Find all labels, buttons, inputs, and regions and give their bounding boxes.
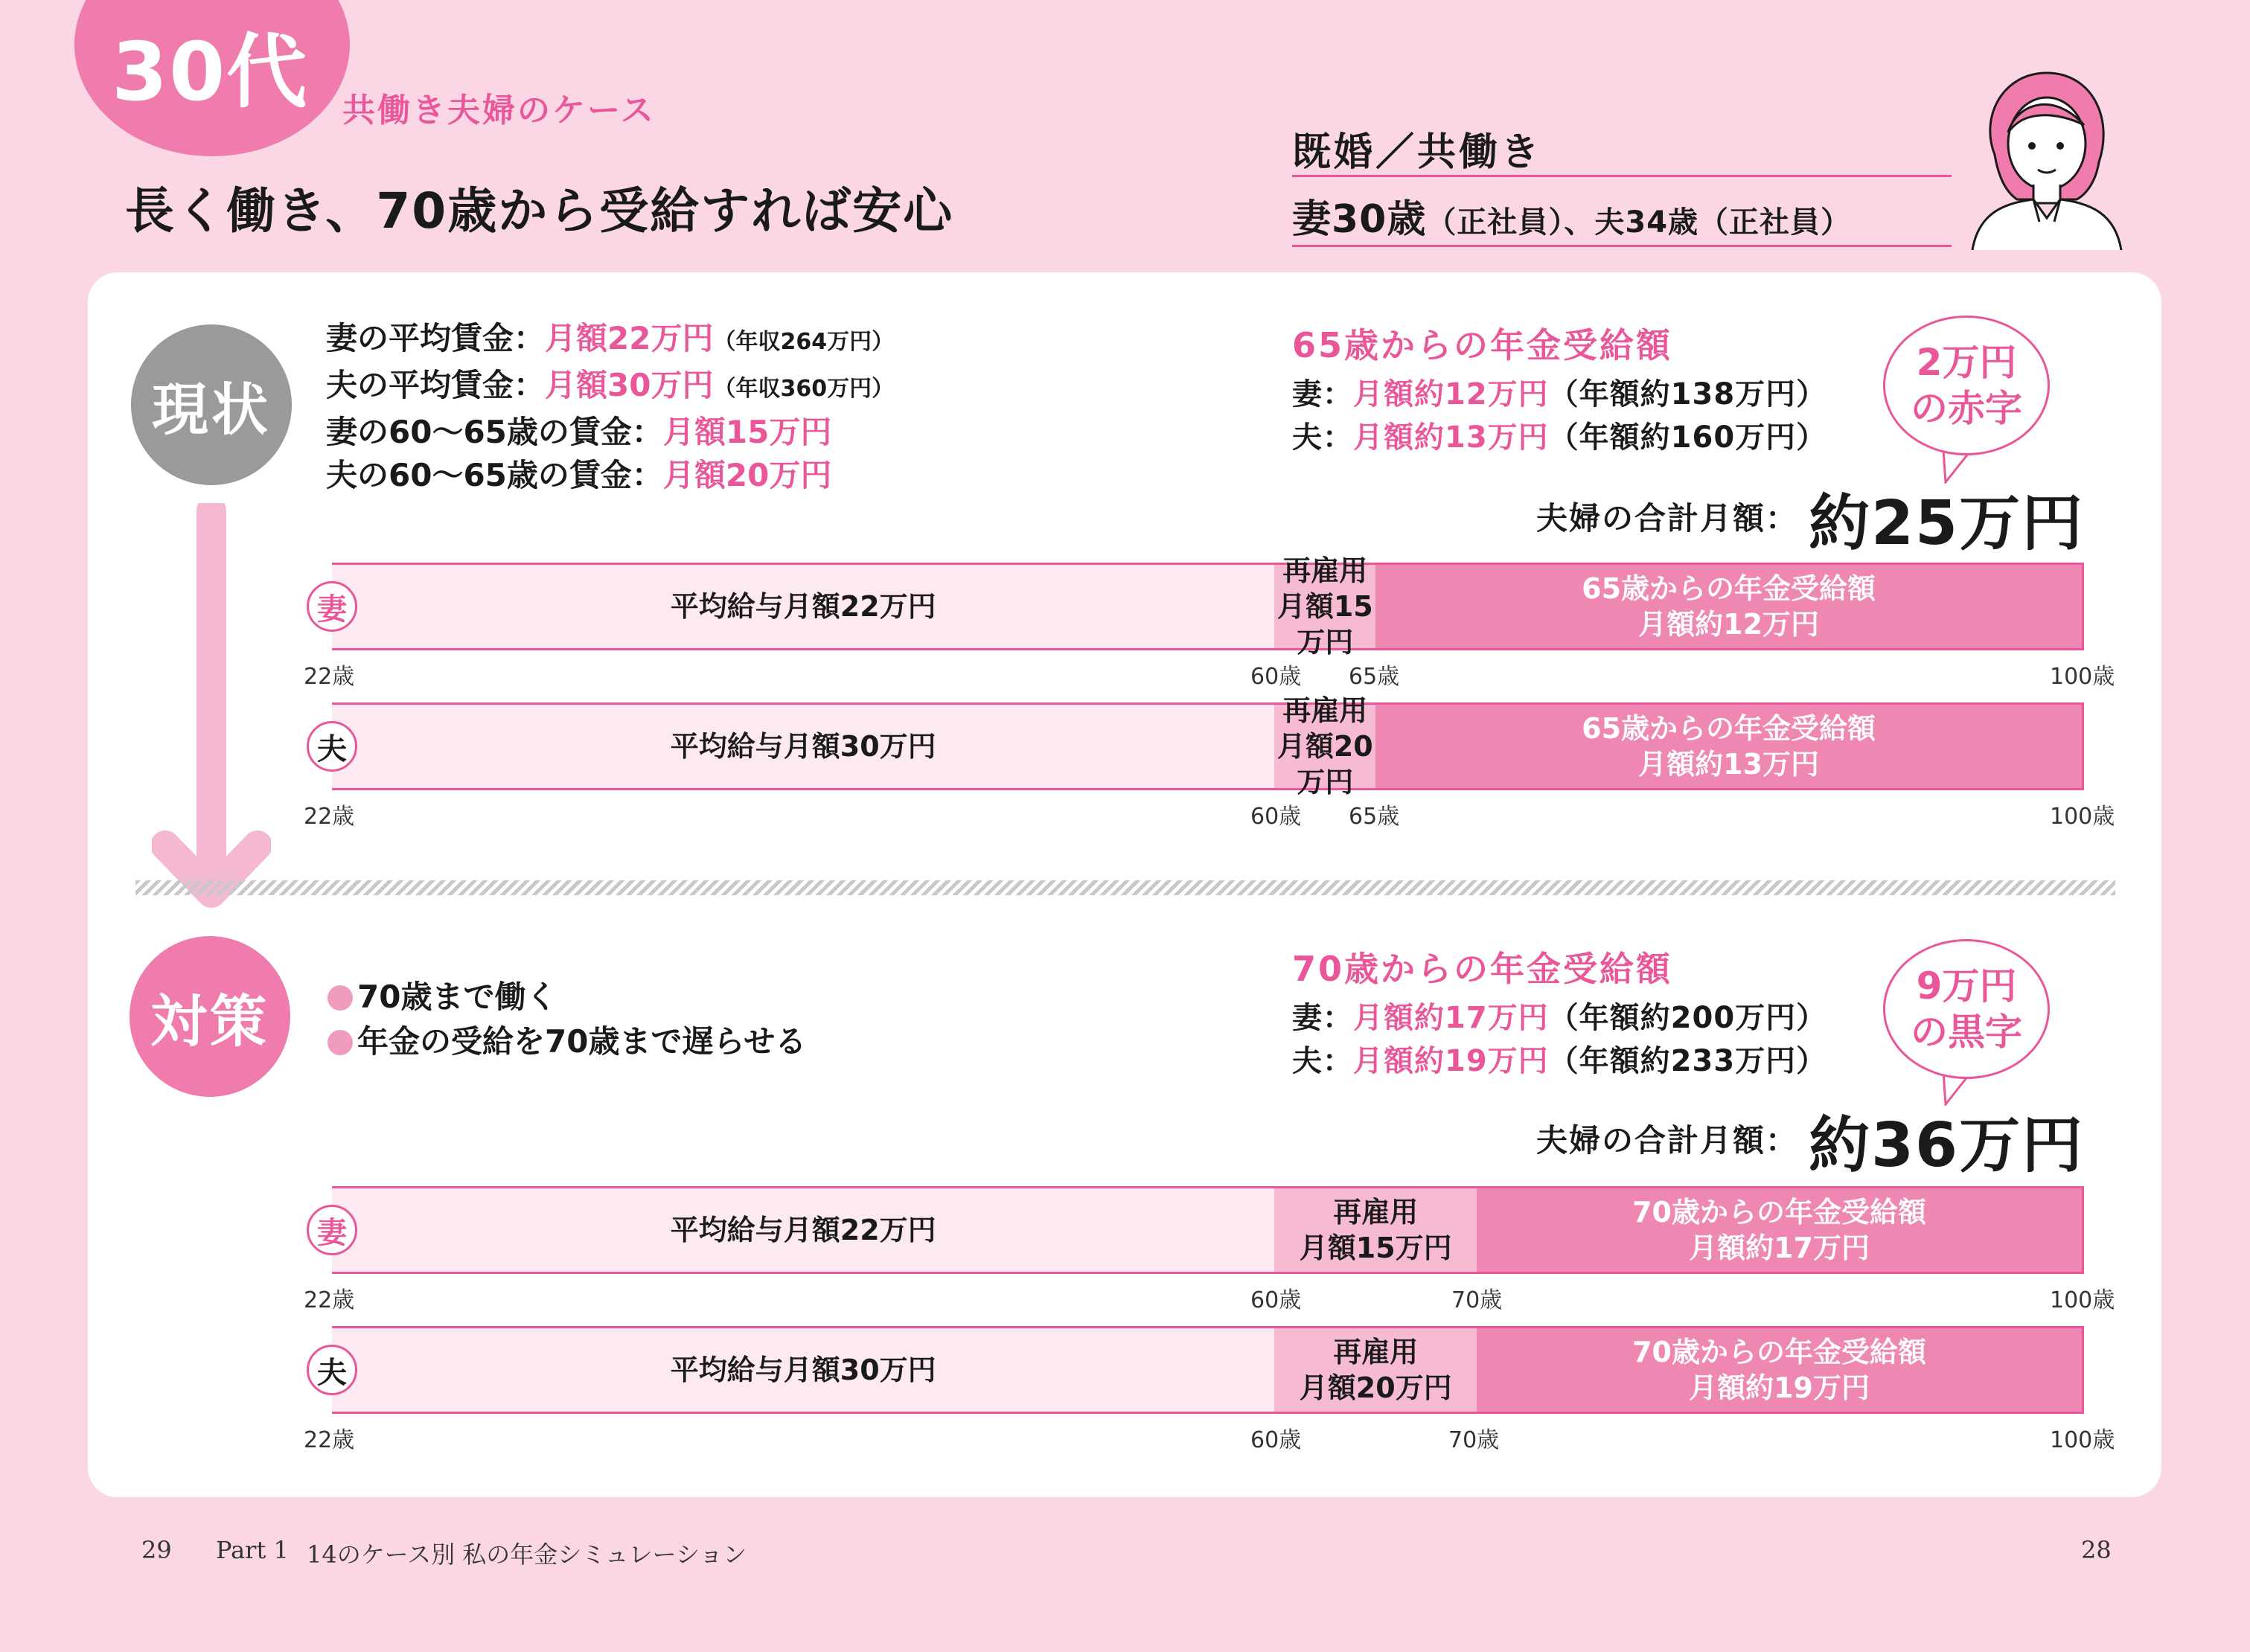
wife-marker: 妻 [307, 1205, 357, 1255]
status-strategy-badge: 対策 [130, 936, 290, 1097]
profile-husband-job: （正社員） [1698, 205, 1852, 240]
wife-reemployment-amount: 月額15万円 [1276, 590, 1373, 659]
current-husband-pension [1292, 414, 1826, 456]
profile-separator: 、 [1564, 205, 1595, 240]
profile-wife: 妻30歳 [1292, 197, 1427, 242]
husband-pension-label: 夫： [1292, 420, 1353, 455]
surplus-amount: 9万円 [1916, 964, 2017, 1008]
strategy-wife-pension-segment [1477, 1188, 2082, 1272]
wife-wage-annual: （年収264万円） [713, 329, 895, 355]
husband-pension-value: 月額約19万円 [1353, 1044, 1549, 1078]
tick-60: 60歳 [1250, 1427, 1302, 1453]
tick-100: 100歳 [2050, 804, 2115, 830]
bullet-text: 年金の受給を70歳まで遅らせる [357, 1023, 807, 1060]
tick-70: 70歳 [1448, 1427, 1500, 1453]
tick-22: 22歳 [304, 664, 355, 690]
strategy-wife-timeline [332, 1186, 2084, 1274]
husband-reemployment-amount: 月額20万円 [1276, 730, 1373, 798]
wife-6065-value: 月額15万円 [662, 414, 832, 450]
wife-reemployment-amount: 月額15万円 [1299, 1232, 1452, 1264]
reemployment-title: 再雇用 [1282, 694, 1368, 727]
tick-22: 22歳 [304, 1427, 355, 1453]
wife-pension-amount: 月額約17万円 [1689, 1232, 1870, 1264]
tick-60: 60歳 [1250, 1287, 1302, 1313]
current-husband-salary-segment [332, 705, 1274, 788]
husband-pension-amount: 月額約19万円 [1689, 1371, 1870, 1404]
reemployment-title: 再雇用 [1282, 554, 1368, 587]
tick-60: 60歳 [1250, 664, 1302, 690]
tick-65: 65歳 [1349, 804, 1400, 830]
current-pension-title: 65歳からの年金受給額 [1292, 325, 1673, 365]
tick-60: 60歳 [1250, 804, 1302, 830]
strategy-husband-salary-segment [332, 1328, 1274, 1412]
current-husband-pension-segment [1375, 705, 2082, 788]
section-divider [135, 880, 2115, 895]
current-wife-pension [1292, 371, 1826, 413]
bullet-text: 70歳まで働く [357, 979, 557, 1015]
page-number-left: 29 [141, 1536, 172, 1564]
current-wage-info [326, 317, 894, 497]
page-title: 長く働き、70歳から受給すれば安心 [125, 182, 954, 240]
current-wife-timeline [332, 554, 2084, 659]
husband-marker: 夫 [307, 721, 357, 772]
tick-22: 22歳 [304, 804, 355, 830]
tick-22: 22歳 [304, 1287, 355, 1313]
bullet-dot-icon [327, 1030, 353, 1055]
current-wife-reemployment-segment [1274, 554, 1375, 659]
deficit-label: の赤字 [1911, 387, 2022, 430]
strategy-wife-pension [1292, 994, 1826, 1037]
wife-salary-text: 平均給与月額22万円 [670, 590, 936, 623]
strategy-total-label: 夫婦の合計月額： [1536, 1122, 1799, 1159]
current-total-label: 夫婦の合計月額： [1536, 500, 1799, 537]
husband-salary-text: 平均給与月額30万円 [670, 1354, 936, 1386]
pension-segment-title: 65歳からの年金受給額 [1582, 572, 1876, 605]
current-wife-salary-segment [332, 565, 1274, 648]
pension-segment-title: 70歳からの年金受給額 [1632, 1196, 1926, 1229]
wife-salary-text: 平均給与月額22万円 [670, 1214, 936, 1246]
wife-pension-annual: （年額約200万円） [1548, 1001, 1827, 1035]
deficit-bubble [1883, 316, 2050, 455]
husband-pension-label: 夫： [1292, 1044, 1353, 1078]
current-wife-pension-segment [1375, 565, 2082, 648]
page-number-right: 28 [2081, 1536, 2112, 1564]
pension-segment-title: 65歳からの年金受給額 [1582, 712, 1876, 745]
profile-ages [1292, 188, 1952, 247]
current-total-value: 約25万円 [1809, 488, 2085, 559]
wife-wage-label: 妻の平均賃金： [326, 320, 546, 356]
wife-pension-value: 月額約12万円 [1353, 377, 1549, 412]
bullet-item [327, 1019, 806, 1064]
wife-pension-label: 妻： [1292, 377, 1353, 412]
husband-wage-value: 月額30万円 [545, 367, 714, 403]
wife-pension-annual: （年額約138万円） [1548, 377, 1827, 412]
wife-marker: 妻 [307, 581, 357, 632]
husband-pension-amount: 月額約13万円 [1638, 748, 1820, 781]
strategy-bullets [327, 975, 806, 1064]
husband-pension-annual: （年額約160万円） [1548, 420, 1827, 455]
husband-6065-label: 夫の60～65歳の賃金： [326, 457, 663, 493]
pension-segment-title: 70歳からの年金受給額 [1632, 1336, 1926, 1368]
husband-salary-text: 平均給与月額30万円 [670, 730, 936, 763]
surplus-label: の黒字 [1911, 1011, 2022, 1054]
wife-6065-label: 妻の60～65歳の賃金： [326, 414, 663, 450]
tick-100: 100歳 [2050, 664, 2115, 690]
current-husband-timeline [332, 694, 2084, 798]
wife-pension-amount: 月額約12万円 [1638, 608, 1820, 641]
reemployment-title: 再雇用 [1333, 1336, 1419, 1368]
footer-part: Part 1 [216, 1536, 289, 1564]
husband-pension-value: 月額約13万円 [1353, 420, 1549, 455]
footer-title: 14のケース別 私の年金シミュレーション [307, 1540, 747, 1569]
strategy-wife-reemployment-segment [1274, 1188, 1477, 1272]
strategy-total-value: 約36万円 [1809, 1110, 2085, 1181]
wife-pension-label: 妻： [1292, 1001, 1353, 1035]
profile-marital: 既婚／共働き [1292, 121, 1952, 177]
strategy-husband-pension-segment [1477, 1328, 2082, 1412]
bullet-item [327, 975, 806, 1019]
strategy-husband-reemployment-segment [1274, 1328, 1477, 1412]
case-label: 共働き夫婦のケース [342, 92, 656, 129]
wife-wage-value: 月額22万円 [545, 320, 714, 356]
reemployment-title: 再雇用 [1333, 1196, 1419, 1229]
tick-100: 100歳 [2050, 1287, 2115, 1313]
wife-pension-value: 月額約17万円 [1353, 1001, 1549, 1035]
strategy-husband-timeline [332, 1326, 2084, 1414]
husband-pension-annual: （年額約233万円） [1548, 1044, 1827, 1078]
strategy-husband-pension [1292, 1037, 1826, 1080]
bullet-dot-icon [327, 985, 353, 1011]
deficit-amount: 2万円 [1916, 341, 2017, 384]
husband-wage-label: 夫の平均賃金： [326, 367, 546, 403]
husband-marker: 夫 [307, 1345, 357, 1395]
husband-wage-annual: （年収360万円） [713, 376, 895, 402]
woman-illustration-icon [1965, 65, 2129, 252]
husband-reemployment-amount: 月額20万円 [1299, 1371, 1452, 1404]
tick-100: 100歳 [2050, 1427, 2115, 1453]
status-current-badge: 現状 [131, 324, 292, 485]
strategy-pension-title: 70歳からの年金受給額 [1292, 949, 1673, 989]
down-arrow-icon [152, 503, 271, 920]
profile-husband: 夫34歳 [1594, 205, 1699, 240]
strategy-wife-salary-segment [332, 1188, 1274, 1272]
profile-wife-job: （正社員） [1426, 205, 1565, 240]
age-label: 30代 [112, 26, 309, 119]
surplus-bubble [1883, 939, 2050, 1079]
tick-65: 65歳 [1349, 664, 1400, 690]
current-husband-reemployment-segment [1274, 694, 1375, 798]
husband-6065-value: 月額20万円 [662, 457, 832, 493]
tick-70: 70歳 [1451, 1287, 1503, 1313]
